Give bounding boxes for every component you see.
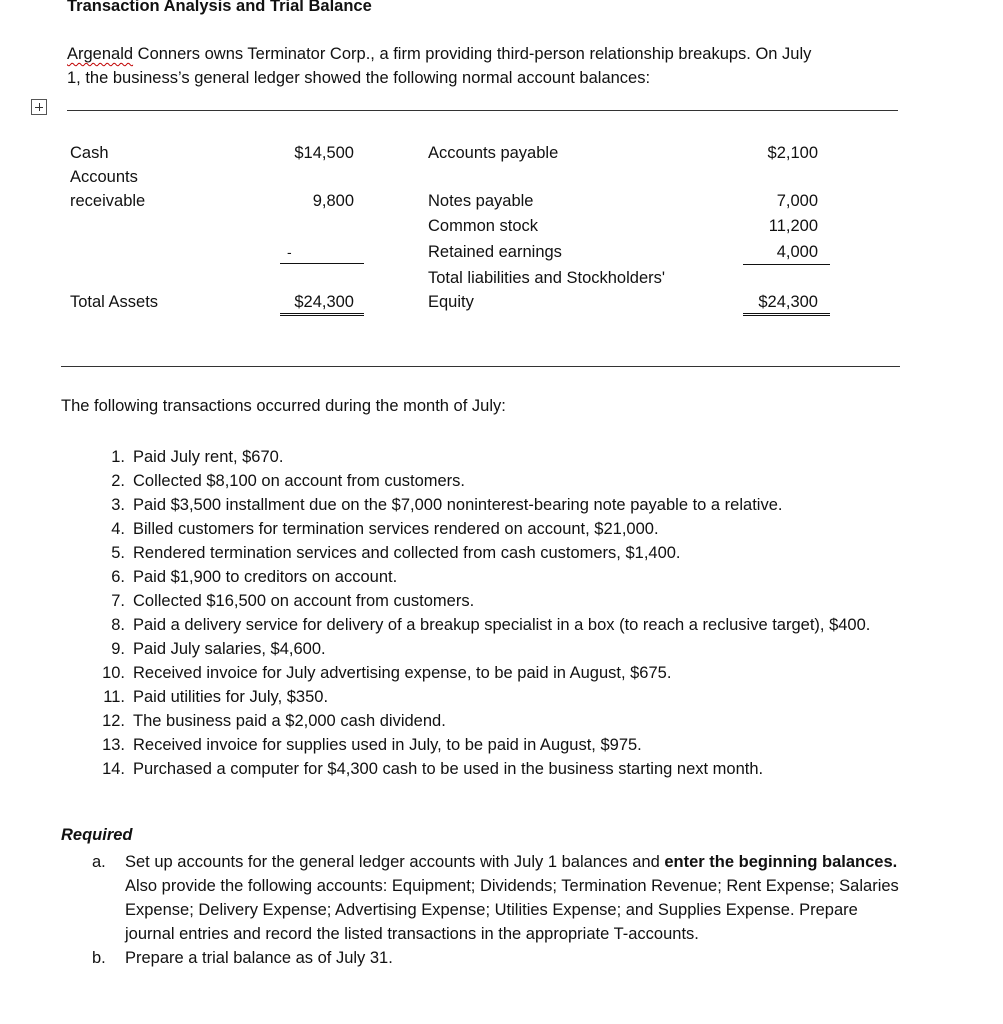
transactions-list — [92, 445, 912, 781]
cs-value: 11,200 — [768, 217, 818, 235]
transaction-number: 13. — [102, 736, 125, 754]
required-item-label: a. — [92, 853, 106, 871]
owner-name: Argenald — [67, 45, 134, 63]
required-item-label: b. — [92, 949, 106, 967]
np-value: 7,000 — [776, 192, 818, 210]
total-liab-label-line-1: Total liabilities and Stockholders' — [428, 269, 666, 287]
transaction-text: Received invoice for supplies used in July, to be paid in August, $975. — [133, 736, 642, 754]
divider-top — [67, 110, 898, 111]
transaction-text: Paid July salaries, $4,600. — [133, 640, 326, 658]
transaction-item — [92, 685, 912, 709]
re-label: Retained earnings — [428, 243, 562, 261]
transaction-number: 14. — [102, 760, 125, 778]
transaction-text: The business paid a $2,000 cash dividend. — [133, 712, 446, 730]
transaction-number: 12. — [102, 712, 125, 730]
transaction-item — [92, 757, 912, 781]
transaction-number: 9. — [111, 640, 125, 658]
required-item-text: Prepare a trial balance as of July 31. — [125, 949, 393, 967]
transaction-number: 11. — [103, 688, 125, 706]
total-liab-label-line-2: Equity — [428, 293, 474, 311]
transaction-number: 10. — [102, 664, 125, 682]
transaction-item — [92, 613, 912, 637]
required-heading: Required — [61, 826, 133, 844]
transaction-number: 4. — [111, 520, 125, 538]
transaction-item — [92, 469, 912, 493]
total-assets-label: Total Assets — [70, 293, 159, 311]
ar-label-line-2: receivable — [70, 192, 146, 210]
transaction-text: Billed customers for termination services rendered on account, $21,000. — [133, 520, 659, 538]
required-item-text: Set up accounts for the general ledger accounts with July 1 balances and enter the beginning balances. Also provide the following accounts: Equipment; Dividends; Termination Revenue; Rent Expense; Salaries Expense; Delivery Expense; Advertising Expense; Utilities Expense; and Supplies Expense. Prepare journal entries and record the listed transactions in the appropriate T-accounts. — [125, 853, 899, 943]
transaction-number: 1. — [111, 448, 125, 466]
blank-asset-value: - — [280, 244, 364, 264]
transaction-item — [92, 637, 912, 661]
transaction-text: Paid July rent, $670. — [133, 448, 284, 466]
required-item-b — [92, 946, 912, 970]
cash-label: Cash — [70, 144, 109, 162]
transaction-text: Purchased a computer for $4,300 cash to be used in the business starting next month. — [133, 760, 764, 778]
transaction-text: Received invoice for July advertising expense, to be paid in August, $675. — [133, 664, 672, 682]
transaction-text: Collected $8,100 on account from customers. — [133, 472, 466, 490]
transaction-item — [92, 589, 912, 613]
transaction-number: 5. — [111, 544, 125, 562]
transaction-item — [92, 493, 912, 517]
transaction-number: 6. — [111, 568, 125, 586]
transaction-number: 8. — [111, 616, 125, 634]
transaction-item — [92, 445, 912, 469]
transaction-item — [92, 541, 912, 565]
intro-line-1: Conners owns Terminator Corp., a firm providing third-person relationship breakups. On July — [133, 45, 812, 63]
table-move-handle-icon[interactable] — [31, 99, 47, 115]
transaction-item — [92, 709, 912, 733]
page-title: Transaction Analysis and Trial Balance — [67, 0, 372, 15]
transaction-item — [92, 565, 912, 589]
total-liab-value: $24,300 — [743, 293, 830, 316]
cs-label: Common stock — [428, 217, 539, 235]
intro-paragraph — [67, 42, 811, 90]
transaction-number: 7. — [111, 592, 125, 610]
transaction-text: Collected $16,500 on account from customers. — [133, 592, 475, 610]
divider-bottom — [61, 366, 900, 367]
ar-value: 9,800 — [312, 192, 354, 210]
transaction-text: Paid utilities for July, $350. — [133, 688, 329, 706]
transaction-number: 2. — [111, 472, 125, 490]
intro-line-2: 1, the business’s general ledger showed the following normal account balances: — [67, 69, 651, 87]
ar-label-line-1: Accounts — [70, 168, 138, 186]
required-list — [92, 850, 912, 970]
transaction-text: Rendered termination services and collected from cash customers, $1,400. — [133, 544, 681, 562]
transactions-intro: The following transactions occurred during the month of July: — [61, 397, 506, 415]
transaction-item — [92, 733, 912, 757]
transaction-text: Paid a delivery service for delivery of a breakup specialist in a box (to reach a reclusive target), $400. — [133, 616, 871, 634]
re-value: 4,000 — [743, 243, 830, 265]
transaction-item — [92, 517, 912, 541]
ap-value: $2,100 — [767, 144, 818, 162]
total-assets-value: $24,300 — [280, 293, 364, 316]
transaction-item — [92, 661, 912, 685]
required-item-a — [92, 850, 912, 946]
cash-value: $14,500 — [294, 144, 354, 162]
np-label: Notes payable — [428, 192, 534, 210]
transaction-text: Paid $1,900 to creditors on account. — [133, 568, 398, 586]
transaction-text: Paid $3,500 installment due on the $7,000 noninterest-bearing note payable to a relative. — [133, 496, 783, 514]
transaction-number: 3. — [111, 496, 125, 514]
ap-label: Accounts payable — [428, 144, 559, 162]
